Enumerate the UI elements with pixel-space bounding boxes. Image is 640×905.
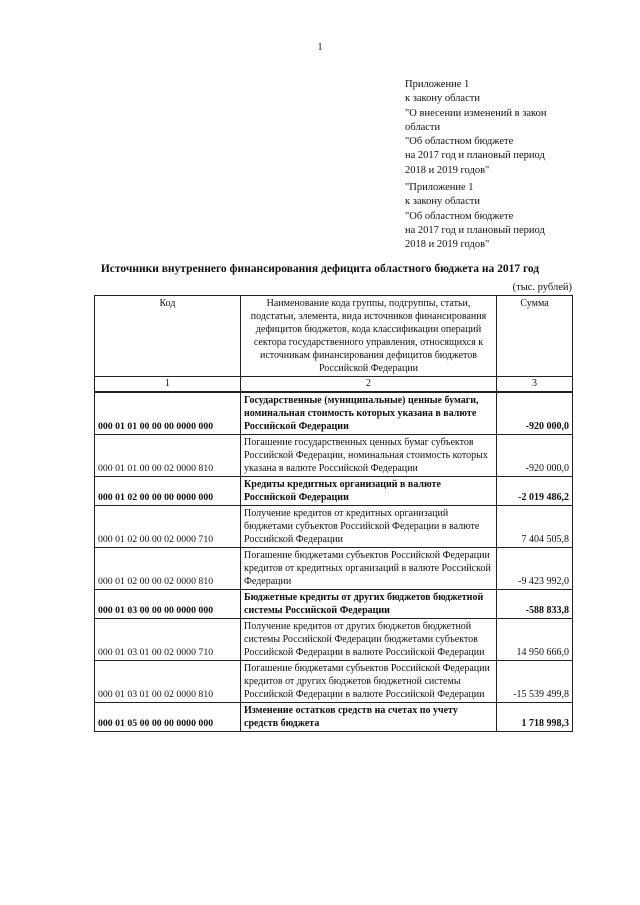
header-code: Код <box>95 296 241 377</box>
column-number: 1 <box>95 377 241 393</box>
table-row <box>95 619 573 661</box>
row-code: 000 01 03 00 00 00 0000 000 <box>95 590 241 619</box>
appendix-line: на 2017 год и плановый период <box>405 150 545 162</box>
appendix-line: "Об областном бюджете <box>405 136 514 148</box>
row-sum: -2 019 486,2 <box>497 477 573 506</box>
row-code: 000 01 02 00 00 02 0000 710 <box>95 506 241 548</box>
row-code: 000 01 03 01 00 02 0000 710 <box>95 619 241 661</box>
header-name: Наименование кода группы, подгруппы, статьи, подстатьи, элемента, вида источников финансирования дефицитов бюджетов, кода классификации операций сектора государственного управления, относящихся к источникам финансирования дефицитов бюджетов Российской Федерации <box>241 296 497 377</box>
units-label: (тыс. рублей) <box>512 282 572 293</box>
appendix-header <box>405 78 605 178</box>
row-name: Погашение государственных ценных бумаг субъектов Российской Федерации, номинальная стоимость которых указана в валюте Российской Федерации <box>241 435 497 477</box>
header-sum: Сумма <box>497 296 573 377</box>
row-sum: -920 000,0 <box>497 435 573 477</box>
row-sum: 7 404 505,8 <box>497 506 573 548</box>
table-row <box>95 703 573 732</box>
table-row <box>95 661 573 703</box>
appendix-line: "О внесении изменений в закон <box>405 107 547 119</box>
table-row <box>95 506 573 548</box>
row-code: 000 01 01 00 00 00 0000 000 <box>95 392 241 435</box>
row-code: 000 01 02 00 00 02 0000 810 <box>95 548 241 590</box>
table-row <box>95 435 573 477</box>
table-header-row <box>95 296 573 377</box>
appendix-line: к закону области <box>405 93 480 105</box>
appendix-line: 2018 и 2019 годов" <box>405 164 490 176</box>
table-row <box>95 548 573 590</box>
row-sum: -9 423 992,0 <box>497 548 573 590</box>
appendix-line: 2018 и 2019 годов" <box>405 239 490 251</box>
row-sum: -588 833,8 <box>497 590 573 619</box>
row-code: 000 01 03 01 00 02 0000 810 <box>95 661 241 703</box>
row-name: Изменение остатков средств на счетах по учету средств бюджета <box>241 703 497 732</box>
row-code: 000 01 02 00 00 00 0000 000 <box>95 477 241 506</box>
table-row <box>95 392 573 435</box>
page-number: 1 <box>317 42 323 53</box>
budget-sources-table <box>94 295 573 732</box>
appendix-line: Приложение 1 <box>405 79 470 90</box>
appendix-line: на 2017 год и плановый период <box>405 224 545 236</box>
appendix-line: к закону области <box>405 196 480 208</box>
row-sum: -15 539 499,8 <box>497 661 573 703</box>
row-name: Государственные (муниципальные) ценные бумаги, номинальная стоимость которых указана в валюте Российской Федерации <box>241 392 497 435</box>
row-code: 000 01 01 00 00 02 0000 810 <box>95 435 241 477</box>
appendix-line: области <box>405 121 441 133</box>
row-sum: -920 000,0 <box>497 392 573 435</box>
column-number: 3 <box>497 377 573 393</box>
row-name: Погашение бюджетами субъектов Российской Федерации кредитов от кредитных организаций в валюте Российской Федерации <box>241 548 497 590</box>
row-name: Кредиты кредитных организаций в валюте Российской Федерации <box>241 477 497 506</box>
appendix-line: "Приложение 1 <box>405 182 474 193</box>
table-row <box>95 477 573 506</box>
document-title: Источники внутреннего финансирования дефицита областного бюджета на 2017 год <box>100 263 540 275</box>
appendix-line: "Об областном бюджете <box>405 210 514 222</box>
row-sum: 14 950 666,0 <box>497 619 573 661</box>
row-name: Получение кредитов от других бюджетов бюджетной системы Российской Федерации бюджетами субъектов Российской Федерации в валюте Российской Федерации <box>241 619 497 661</box>
row-name: Погашение бюджетами субъектов Российской Федерации кредитов от других бюджетов бюджетной системы Российской Федерации в валюте Российской Федерации <box>241 661 497 703</box>
row-name: Бюджетные кредиты от других бюджетов бюджетной системы Российской Федерации <box>241 590 497 619</box>
appendix-quoted-header <box>405 181 605 252</box>
row-code: 000 01 05 00 00 00 0000 000 <box>95 703 241 732</box>
table-row <box>95 590 573 619</box>
row-name: Получение кредитов от кредитных организаций бюджетами субъектов Российской Федерации в валюте Российской Федерации <box>241 506 497 548</box>
column-number: 2 <box>241 377 497 393</box>
column-number-row <box>95 377 573 393</box>
row-sum: 1 718 998,3 <box>497 703 573 732</box>
